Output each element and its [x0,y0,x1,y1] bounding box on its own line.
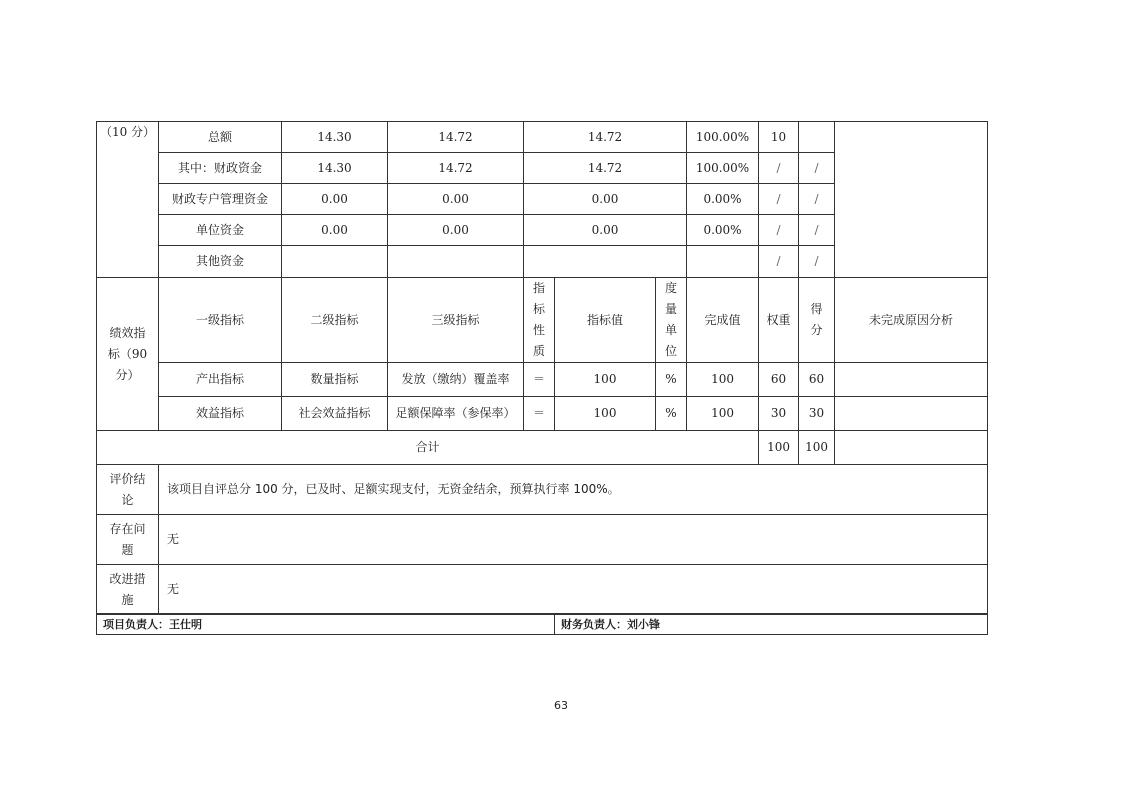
budget-annual-cell: 0.00 [282,184,388,215]
indicator-actual: 100 [687,397,759,431]
budget-rate-cell [687,246,759,278]
page-number: 63 [554,699,568,712]
performance-section-label: 绩效指标（90 分） [97,278,159,431]
indicator-weight: 60 [759,363,799,397]
budget-executed-cell: 0.00 [524,215,687,246]
indicator-nature: ＝ [524,397,555,431]
evaluation-row [97,465,988,515]
indicator-unit: % [656,363,687,397]
indicator-actual: 100 [687,363,759,397]
budget-full-year-cell: 0.00 [388,215,524,246]
indicator-level3: 发放（缴纳）覆盖率 [388,363,524,397]
budget-score-cell: / [799,184,835,215]
budget-row-name: 单位资金 [159,215,282,246]
indicator-target: 100 [555,397,656,431]
budget-annual-cell: 0.00 [282,215,388,246]
budget-score-cell: / [799,246,835,278]
evaluation-label: 评价结论 [97,465,159,515]
header-level2: 二级指标 [282,278,388,363]
indicator-level2: 数量指标 [282,363,388,397]
budget-executed-cell: 14.72 [524,153,687,184]
indicator-reason [835,363,988,397]
indicator-score: 60 [799,363,835,397]
measures-text: 无 [159,565,988,615]
header-target: 指标值 [555,278,656,363]
indicator-nature: ＝ [524,363,555,397]
budget-rate-cell: 0.00% [687,215,759,246]
indicator-level2: 社会效益指标 [282,397,388,431]
measures-label: 改进措施 [97,565,159,615]
budget-executed-cell: 0.00 [524,184,687,215]
budget-section-label: （10 分） [97,122,159,278]
budget-row-name: 总额 [159,122,282,153]
indicator-target: 100 [555,363,656,397]
budget-score-cell: / [799,215,835,246]
budget-row-name: 其中：财政资金 [159,153,282,184]
header-nature: 指标性质 [524,278,555,363]
header-level1: 一级指标 [159,278,282,363]
budget-weight-cell: 10 [759,122,799,153]
header-reason: 未完成原因分析 [835,278,988,363]
evaluation-text: 该项目自评总分 100 分，已及时、足额实现支付，无资金结余，预算执行率 100%。 [159,465,988,515]
indicator-level1: 产出指标 [159,363,282,397]
budget-full-year-cell: 14.72 [388,153,524,184]
issues-label: 存在问题 [97,515,159,565]
budget-full-year-cell [388,246,524,278]
total-blank [835,431,988,465]
budget-rate-cell: 100.00% [687,153,759,184]
budget-row-name: 财政专户管理资金 [159,184,282,215]
budget-rate-cell: 0.00% [687,184,759,215]
performance-row-output [97,363,988,397]
indicator-weight: 30 [759,397,799,431]
header-unit: 度量单位 [656,278,687,363]
project-lead: 项目负责人：王仕明 [97,614,555,635]
budget-executed-cell: 14.72 [524,122,687,153]
budget-weight-cell: / [759,153,799,184]
signature-footer [96,613,988,635]
indicator-level1: 效益指标 [159,397,282,431]
budget-score-cell [799,122,835,153]
budget-annual-cell: 14.30 [282,153,388,184]
finance-lead: 财务负责人：刘小锋 [555,614,988,635]
self-evaluation-table [96,121,988,615]
indicator-level3: 足额保障率（参保率） [388,397,524,431]
total-row [97,431,988,465]
issues-text: 无 [159,515,988,565]
indicator-score: 30 [799,397,835,431]
budget-annual-cell [282,246,388,278]
budget-row-name: 其他资金 [159,246,282,278]
header-level3: 三级指标 [388,278,524,363]
total-score: 100 [799,431,835,465]
indicator-reason [835,397,988,431]
budget-executed-cell [524,246,687,278]
header-score: 得分 [799,278,835,363]
budget-blank-area [835,122,988,278]
budget-full-year-cell: 0.00 [388,184,524,215]
performance-header-row [97,278,988,363]
budget-weight-cell: / [759,246,799,278]
budget-full-year-cell: 14.72 [388,122,524,153]
issues-row [97,515,988,565]
budget-weight-cell: / [759,184,799,215]
budget-weight-cell: / [759,215,799,246]
budget-row-total [97,122,988,153]
budget-rate-cell: 100.00% [687,122,759,153]
budget-score-cell: / [799,153,835,184]
total-label: 合计 [97,431,759,465]
indicator-unit: % [656,397,687,431]
header-actual: 完成值 [687,278,759,363]
header-weight: 权重 [759,278,799,363]
performance-row-benefit [97,397,988,431]
total-weight: 100 [759,431,799,465]
measures-row [97,565,988,615]
budget-annual-cell: 14.30 [282,122,388,153]
